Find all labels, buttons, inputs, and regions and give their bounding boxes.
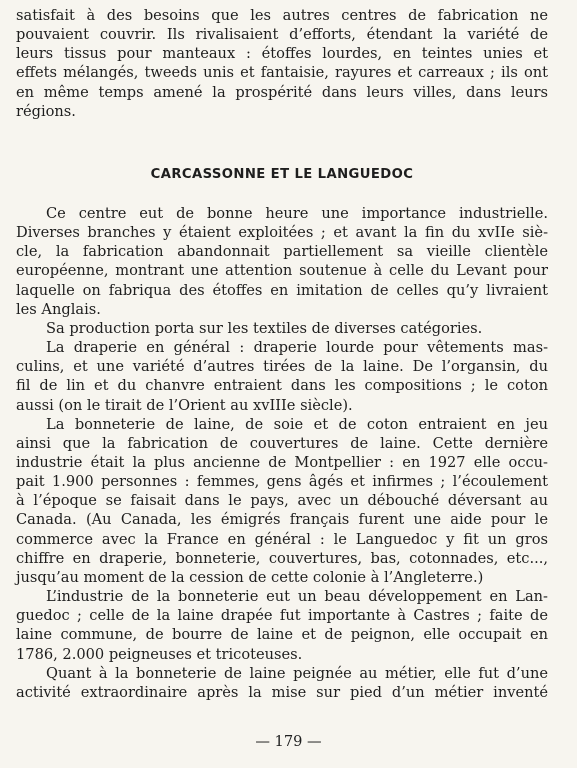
text-line: guedoc ; celle de la laine drapée fut importante à Castres ; faite de: [16, 607, 548, 625]
text-line: laine commune, de bourre de laine et de peignon, elle occupait en: [16, 626, 548, 644]
text-line: Sa production porta sur les textiles de diverses catégories.: [46, 319, 483, 337]
paragraph: [16, 415, 548, 587]
page-number: — 179 —: [255, 733, 322, 750]
paragraph: [16, 319, 548, 338]
text-line: leurs tissus pour manteaux : étoffes lourdes, en teintes unies et: [16, 45, 548, 63]
paragraph: [16, 664, 548, 702]
section-heading: CARCASSONNE ET LE LANGUEDOC: [150, 166, 414, 182]
text-line: industrie était la plus ancienne de Montpellier : en 1927 elle occu-: [16, 453, 548, 471]
text-line: fil de lin et du chanvre entraient dans les compositions ; le coton: [16, 377, 548, 395]
intro-paragraph: [16, 6, 548, 121]
page-body: [16, 6, 548, 702]
text-line: Ce centre eut de bonne heure une importance industrielle.: [46, 204, 548, 222]
text-line: à l’époque se faisait dans le pays, avec un débouché déversant au: [16, 492, 548, 510]
text-line: cle, la fabrication abandonnait partiellement sa vieille clientèle: [16, 243, 548, 261]
text-line: Diverses branches y étaient exploitées ; et avant la fin du xvIIe siè-: [16, 224, 548, 242]
text-line: La draperie en général : draperie lourde pour vêtements mas-: [46, 339, 548, 357]
text-line: ainsi que la fabrication de couvertures de laine. Cette dernière: [16, 434, 548, 452]
text-line: chiffre en draperie, bonneterie, couvertures, bas, cotonnades, etc...,: [16, 549, 548, 567]
paragraph: [16, 587, 548, 664]
text-line: satisfait à des besoins que les autres centres de fabrication ne: [16, 7, 548, 24]
text-line: La bonneterie de laine, de soie et de coton entraient en jeu: [46, 415, 548, 433]
text-line: en même temps amené la prospérité dans leurs villes, dans leurs: [16, 83, 548, 101]
text-line: L’industrie de la bonneterie eut un beau développement en Lan-: [46, 588, 548, 606]
text-line: activité extraordinaire après la mise sur pied d’un métier inventé: [16, 683, 548, 701]
text-line: laquelle on fabriqua des étoffes en imitation de celles qu’y livraient: [16, 281, 548, 299]
text-line: commerce avec la France en général : le Languedoc y fit un gros: [16, 530, 548, 548]
text-line: effets mélangés, tweeds unis et fantaisie, rayures et carreaux ; ils ont: [16, 64, 548, 82]
text-line: jusqu’au moment de la cession de cette colonie à l’Angleterre.): [16, 568, 484, 586]
text-line: les Anglais.: [16, 300, 101, 318]
text-line: pait 1.900 personnes : femmes, gens âgés et infirmes ; l’écoulement: [16, 473, 548, 491]
text-line: pouvaient couvrir. Ils rivalisaient d’efforts, étendant la variété de: [16, 26, 548, 44]
text-line: 1786, 2.000 peigneuses et tricoteuses.: [16, 645, 303, 663]
text-line: européenne, montrant une attention soutenue à celle du Levant pour: [16, 262, 548, 280]
text-line: culins, et une variété d’autres tirées de la laine. De l’organsin, du: [16, 358, 548, 376]
text-line: Quant à la bonneterie de laine peignée au métier, elle fut d’une: [46, 664, 548, 682]
paragraph: [16, 204, 548, 319]
text-line: aussi (on le tirait de l’Orient au xvIIIe siècle).: [16, 396, 353, 414]
paragraph: [16, 338, 548, 415]
text-line: Canada. (Au Canada, les émigrés français furent une aide pour le: [16, 511, 548, 529]
text-line: régions.: [16, 102, 76, 120]
